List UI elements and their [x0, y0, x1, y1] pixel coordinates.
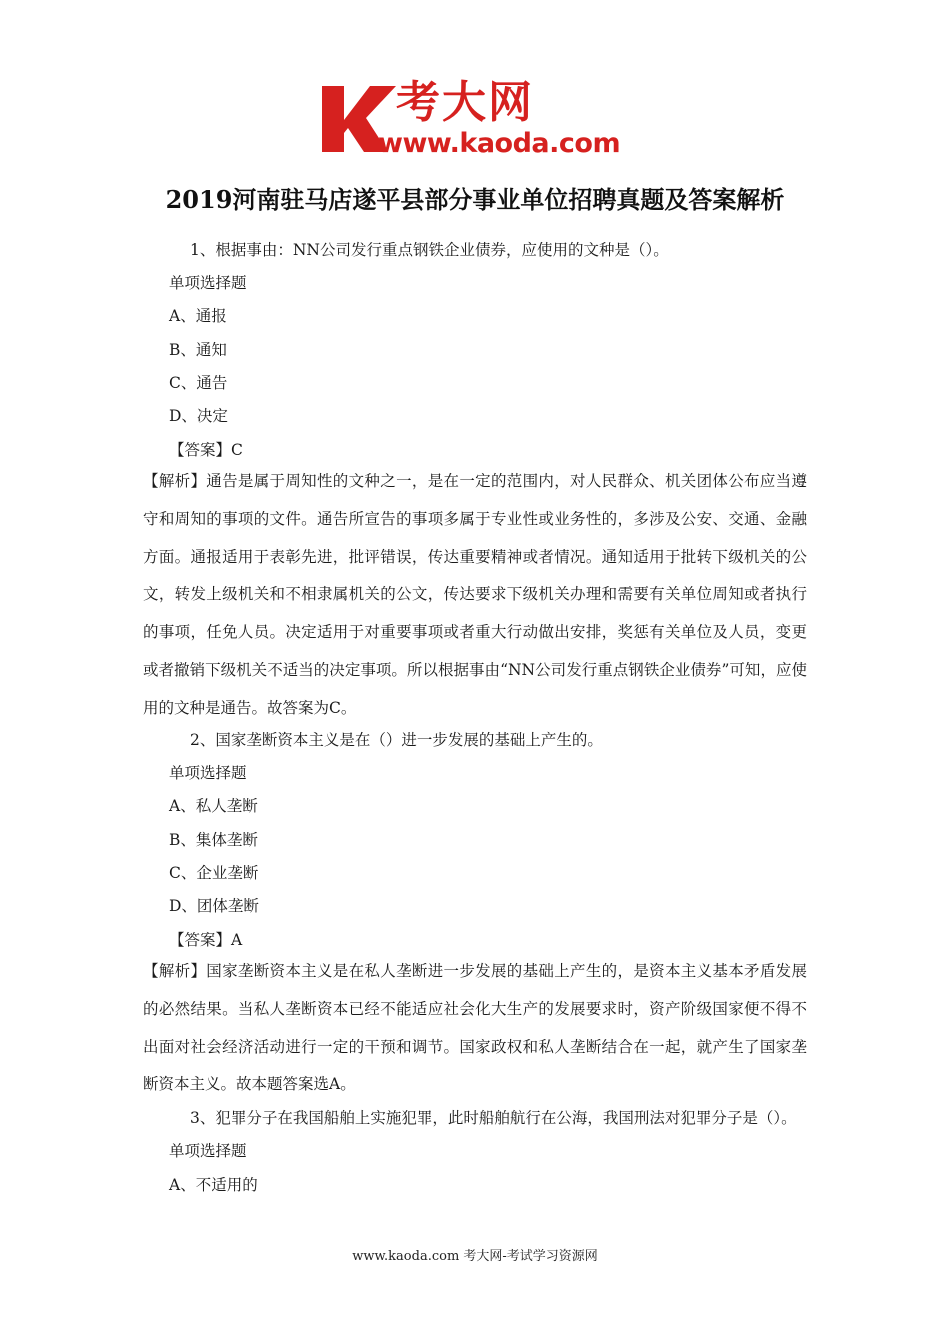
- page-title: 2019河南驻马店遂平县部分事业单位招聘真题及答案解析: [165, 185, 785, 214]
- option: C、企业垄断: [169, 864, 259, 882]
- question-type: 单项选择题: [169, 1142, 247, 1160]
- option: B、通知: [169, 341, 227, 359]
- question-type: 单项选择题: [169, 274, 247, 292]
- answer: 【答案】C: [169, 441, 243, 459]
- answer: 【答案】A: [169, 931, 243, 949]
- explanation: 【解析】国家垄断资本主义是在私人垄断进一步发展的基础上产生的，是资本主义基本矛盾发展的必然结果。当私人垄断资本已经不能适应社会化大生产的发展要求时，资产阶级国家便不得不出面对社会经济活动进行一定的干预和调节。国家政权和私人垄断结合在一起，就产生了国家垄断资本主义。故本题答案选A。: [143, 962, 807, 1094]
- page-footer: www.kaoda.com 考大网-考试学习资源网: [352, 1249, 598, 1264]
- option: A、不适用的: [169, 1176, 258, 1194]
- kaoda-logo: [318, 77, 638, 160]
- logo-url: www.kaoda.com: [378, 128, 621, 159]
- logo-name: 考大网: [396, 77, 534, 128]
- option: B、集体垄断: [169, 831, 258, 849]
- option: A、私人垄断: [169, 797, 258, 815]
- option: A、通报: [169, 307, 227, 325]
- option: D、团体垄断: [169, 897, 259, 915]
- explanation: 【解析】通告是属于周知性的文种之一，是在一定的范围内，对人民群众、机关团体公布应当遵守和周知的事项的文件。通告所宣告的事项多属于专业性或业务性的，多涉及公安、交通、金融方面。通报适用于表彰先进，批评错误，传达重要精神或者情况。通知适用于批转下级机关的公文，转发上级机关和不相隶属机关的公文，传达要求下级机关办理和需要有关单位周知或者执行的事项，任免人员。决定适用于对重要事项或者重大行动做出安排，奖惩有关单位及人员，变更或者撤销下级机关不适当的决定事项。所以根据事由“NN公司发行重点钢铁企业债券”可知，应使用的文种是通告。故答案为C。: [143, 472, 807, 717]
- option: C、通告: [169, 374, 228, 392]
- question-stem: 2、国家垄断资本主义是在（）进一步发展的基础上产生的。: [190, 731, 603, 749]
- option: D、决定: [169, 407, 228, 425]
- question-stem: 3、犯罪分子在我国船舶上实施犯罪，此时船舶航行在公海，我国刑法对犯罪分子是（）。: [190, 1109, 797, 1127]
- question-stem: 1、根据事由：NN公司发行重点钢铁企业债券，应使用的文种是（）。: [190, 241, 669, 259]
- question-type: 单项选择题: [169, 764, 247, 782]
